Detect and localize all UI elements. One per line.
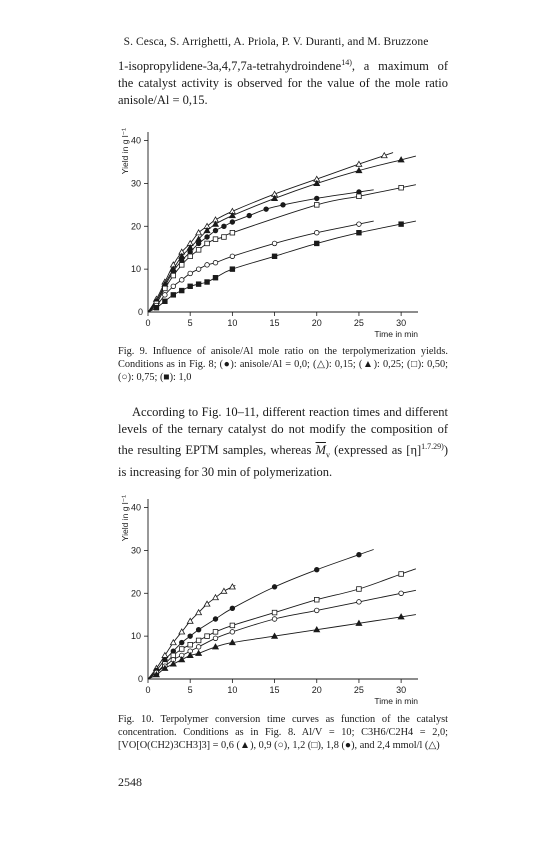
chart1-x-tick-label: 10: [227, 318, 238, 328]
paragraph-1-text-b: , a maximum of the catalyst activity is observed for the value of the mole ratio anisole/Al = 0,15.: [118, 59, 448, 108]
chart1-y-tick-label: 40: [130, 135, 141, 146]
chart1-y-tick-label: 20: [130, 221, 141, 232]
chart1-series-6-point: [399, 222, 404, 227]
chart1-x-tick-label: 25: [353, 318, 364, 328]
chart2-series-2-point: [213, 617, 218, 622]
chart1-series-3-point: [281, 203, 286, 208]
chart1-x-axis-label: Time in min: [374, 329, 418, 339]
chart2-series-4-point: [196, 645, 201, 650]
chart1-series-3-point: [222, 224, 227, 229]
chart2-series-1-point: [230, 584, 236, 589]
chart2-series-3-point: [188, 642, 193, 647]
chart1-series-4-point: [188, 254, 193, 259]
chart1-series-6-point: [196, 282, 201, 287]
chart2-series-4-point: [314, 608, 319, 613]
chart2-series-3-point: [357, 587, 362, 592]
chart1-series-4-point: [357, 194, 362, 199]
mv-symbol: $\overline{M}$: [315, 443, 326, 458]
chart1-x-tick-label: 5: [187, 318, 193, 328]
chart2-series-4-point: [230, 630, 235, 635]
chart2-y-tick-label: 30: [130, 545, 141, 556]
chart1-series-5-point: [179, 278, 184, 283]
chart2-x-tick-label: 20: [311, 685, 322, 695]
chart1-series-5-point: [357, 222, 362, 227]
paragraph-2-text-a: According to Fig. 10–11, different reaction times and different levels of the ternary catalyst do not modify the composition of the resulting EPTM samples, whereas: [118, 405, 448, 458]
chart2-series-1-point: [162, 653, 168, 658]
chart2-x-tick-label: 25: [353, 685, 364, 695]
chart1-series-6-point: [154, 305, 159, 310]
chart2-y-axis-label: Yield in g l⁻¹: [120, 495, 130, 542]
chart2-series-2-point: [230, 606, 235, 611]
chart2-y-tick-label: 40: [130, 502, 141, 513]
chart2-series-2-point: [314, 567, 319, 572]
chart2-y-tick-label: 10: [130, 631, 141, 642]
figure-9-caption-label: Fig. 9.: [118, 346, 148, 357]
chart1-series-6-point: [272, 254, 277, 259]
chart2-series-3-point: [230, 623, 235, 628]
chart1-series-4-point: [205, 241, 210, 246]
chart2-x-tick-label: 30: [396, 685, 407, 695]
chart1-x-tick-label: 0: [145, 318, 151, 328]
chart1-series-3-point: [264, 207, 269, 212]
chart1-series-6-point: [230, 267, 235, 272]
running-head: S. Cesca, S. Arrighetti, A. Priola, P. V. Duranti, and M. Bruzzone: [123, 36, 429, 48]
chart2-series-4-point: [399, 591, 404, 596]
chart1-series-4-point: [213, 237, 218, 242]
chart1-series-5-point: [230, 254, 235, 259]
figure-10-chart: [118, 491, 448, 706]
chart2-series-5-point: [179, 657, 185, 662]
chart1-series-5-point: [196, 267, 201, 272]
paragraph-1-text-a: 1-isopropylidene-3a,4,7,7a-tetrahydroindene: [118, 59, 342, 74]
chart1-series-6-point: [163, 299, 168, 304]
figure-9-caption: [118, 345, 448, 384]
chart1-y-tick-label: 30: [130, 178, 141, 189]
figure-9-chart: [118, 124, 448, 339]
chart2-series-3-point: [399, 572, 404, 577]
chart1-series-3-point: [230, 220, 235, 225]
chart2-series-3-point: [196, 638, 201, 643]
chart1-series-5-point: [171, 284, 176, 289]
paragraph-2-text-b: (expressed as [η]: [329, 443, 422, 458]
chart2-series-3-point: [213, 630, 218, 635]
chart1-series-6-point: [314, 241, 319, 246]
page-number: 2548: [118, 775, 142, 789]
mv-subscript: v: [325, 450, 330, 460]
chart1-series-4-point: [314, 203, 319, 208]
chart2-series-3-point: [314, 597, 319, 602]
chart2-x-tick-label: 15: [269, 685, 280, 695]
chart1-y-tick-label: 10: [130, 264, 141, 275]
chart1-series-5-point: [314, 230, 319, 235]
chart1-x-tick-label: 20: [311, 318, 322, 328]
chart1-series-6-point: [171, 293, 176, 298]
chart2-series-4-point: [272, 617, 277, 622]
reference-1-7-29: 1.7.29): [421, 442, 444, 451]
paragraph-2-text-c: ) is increasing for 30 min of polymerization.: [118, 443, 448, 479]
chart2-series-2-point: [272, 585, 277, 590]
chart1-series-3-point: [196, 241, 201, 246]
chart2-series-2-point: [188, 634, 193, 639]
chart1-series-6-point: [357, 230, 362, 235]
chart1-series-6-point: [179, 288, 184, 293]
chart2-x-tick-label: 5: [187, 685, 193, 695]
chart1-series-6: [148, 221, 416, 312]
chart1-y-tick-label: 0: [137, 307, 143, 317]
chart1-series-3-point: [247, 213, 252, 218]
chart1-series-5-point: [188, 271, 193, 276]
paragraph-1: [118, 54, 448, 109]
paragraph-2: [118, 404, 448, 481]
chart1-series-4-point: [179, 263, 184, 268]
chart1-series-3-point: [213, 228, 218, 233]
chart2-x-tick-label: 10: [227, 685, 238, 695]
chart2-series-1-point: [221, 588, 227, 593]
chart1-series-5-point: [272, 241, 277, 246]
figure-10-caption-label: Fig. 10.: [118, 714, 154, 725]
chart1-series-4-point: [399, 185, 404, 190]
chart2-x-tick-label: 0: [145, 685, 151, 695]
chart2-series-3-point: [179, 647, 184, 652]
chart2-series-2-point: [179, 640, 184, 645]
figure-10-caption: [118, 713, 448, 752]
chart2-series-4-point: [213, 636, 218, 641]
chart2-series-3-point: [272, 610, 277, 615]
chart1-series-4-point: [222, 235, 227, 240]
reference-14: 14): [341, 58, 352, 67]
chart1-series-4-point: [171, 273, 176, 278]
chart1-x-tick-label: 15: [269, 318, 280, 328]
chart1-series-3-point: [205, 235, 210, 240]
chart1-y-axis-label: Yield in g l⁻¹: [120, 128, 130, 175]
chart2-series-2-point: [196, 627, 201, 632]
chart2-series-5-point: [170, 661, 176, 666]
chart1-series-6-line: [148, 221, 416, 312]
chart1-series-6-point: [213, 275, 218, 280]
chart2-y-tick-label: 0: [137, 674, 143, 684]
chart1-series-6-point: [205, 280, 210, 285]
chart1-series-4-point: [230, 230, 235, 235]
figure-9-caption-text: Influence of anisole/Al mole ratio on the terpolymerization yields. Conditions as in Fig. 8; (●): anisole/Al = 0,0; (△): 0,15; (▲): 0,25; (□): 0,50; (○): 0,75; (■): 1,0: [118, 346, 449, 383]
chart1-series-5-point: [205, 263, 210, 268]
chart2-series-2-point: [357, 552, 362, 557]
chart1-series-3-point: [314, 196, 319, 201]
chart1-series-4-point: [163, 286, 168, 291]
chart1-series-5-point: [213, 260, 218, 265]
chart2-series-3-point: [205, 634, 210, 639]
chart2-series-4-point: [357, 600, 362, 605]
figure-10-caption-text: Terpolymer conversion time curves as function of the catalyst concentration. Conditions as in Fig. 8. Al/V = 10; C3H6/C2H4 = 2,0; [VO[O(CH2)3CH3]3] = 0,6 (▲), 0,9 (○), 1,2 (□), 1,8 (●), and 2,4 mmol/l (△): [118, 714, 448, 751]
chart2-y-tick-label: 20: [130, 588, 141, 599]
chart1-series-6-point: [188, 284, 193, 289]
chart2-x-axis-label: Time in min: [374, 696, 418, 706]
chart1-x-tick-label: 30: [396, 318, 407, 328]
chart1-series-5-point: [163, 293, 168, 298]
chart1-series-4-point: [196, 248, 201, 253]
